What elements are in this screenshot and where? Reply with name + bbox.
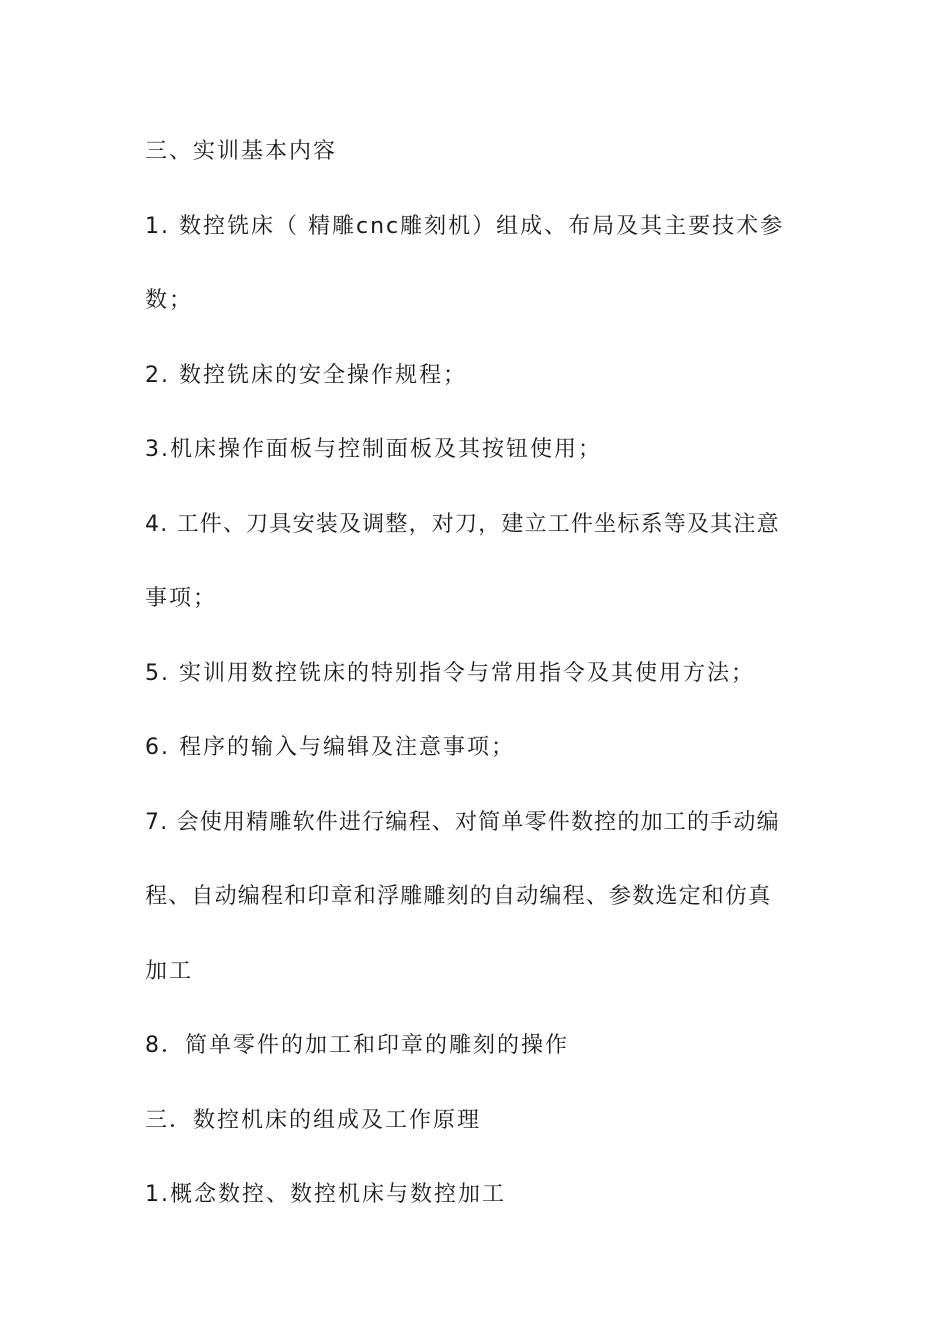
list-item-4-line-1: 4. 工件、刀具安装及调整，对刀，建立工件坐标系等及其注意 bbox=[145, 511, 780, 537]
list-item-1-line-1: 1. 数控铣床（ 精雕cnc雕刻机）组成、布局及其主要技术参 bbox=[145, 213, 785, 239]
list-item-5: 5. 实训用数控铣床的特别指令与常用指令及其使用方法； bbox=[145, 660, 755, 686]
list-item-7-line-3: 加工 bbox=[145, 958, 194, 984]
list-item-4-line-2: 事项； bbox=[145, 586, 218, 611]
section-heading-cnc-principles: 三．数控机床的组成及工作原理 bbox=[145, 1107, 482, 1133]
list-item-2: 2. 数控铣床的安全操作规程； bbox=[145, 362, 467, 388]
list-item-6: 6. 程序的输入与编辑及注意事项； bbox=[145, 735, 515, 760]
list-item-7-line-1: 7. 会使用精雕软件进行编程、对简单零件数控的加工的手动编 bbox=[145, 809, 780, 835]
list-item-3: 3.机床操作面板与控制面板及其按钮使用； bbox=[145, 437, 602, 462]
section-heading-training-content: 三、实训基本内容 bbox=[145, 139, 338, 164]
document-body bbox=[145, 133, 825, 1251]
subsection-item-1: 1.概念数控、数控机床与数控加工 bbox=[145, 1182, 506, 1207]
list-item-7-line-2: 程、自动编程和印章和浮雕雕刻的自动编程、参数选定和仿真 bbox=[145, 884, 772, 909]
list-item-8: 8．简单零件的加工和印章的雕刻的操作 bbox=[145, 1033, 569, 1058]
list-item-1-line-2: 数； bbox=[145, 288, 194, 313]
